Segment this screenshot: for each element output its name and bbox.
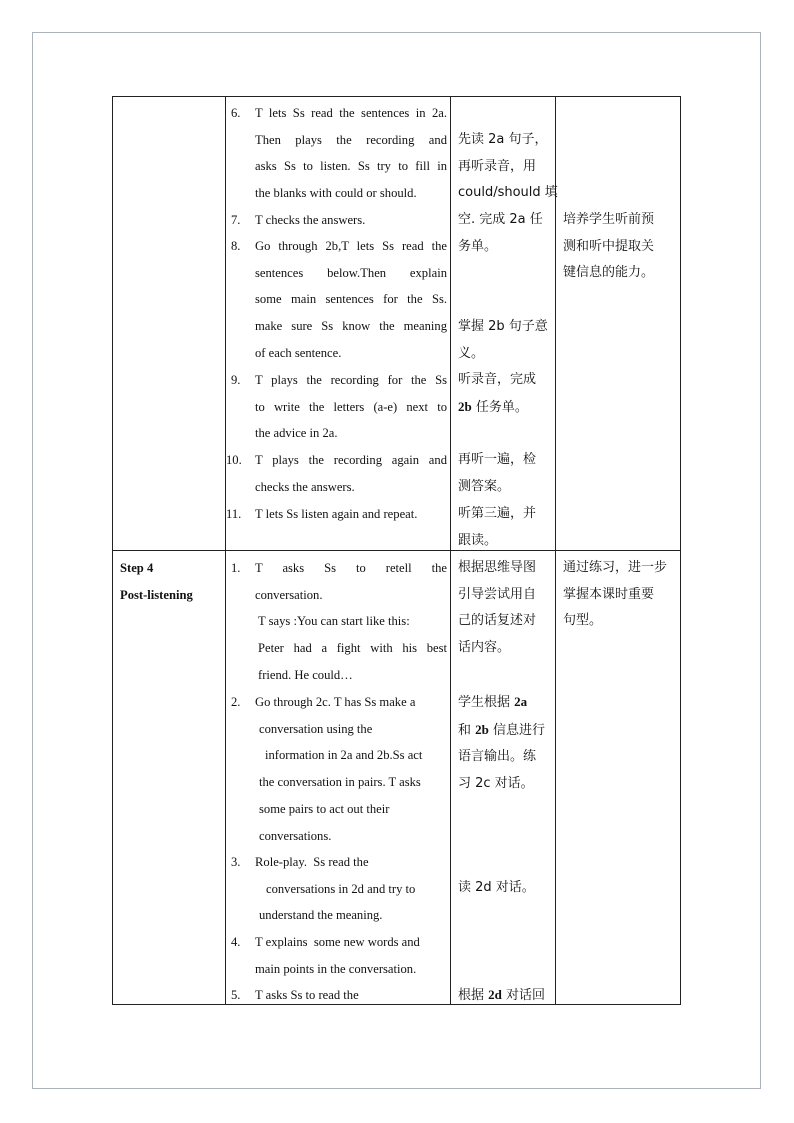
item-number: 7.	[231, 213, 241, 227]
lesson-plan-table: 6. T lets Ss read the sentences in 2a. Then plays the recording and asks Ss to listen. Ss try to fill in the blanks with could or should. 7. T checks the answers. 8. Go through 2b,T lets Ss read the sentences below.Then explain some main sentences for the Ss. make sure Ss know the meaning of each sentence. 9. T plays the recording for the Ss to write the letters (a-e) next to the advice in 2a. 10. T plays the recording again and checks the answers. 11. T lets Ss listen again and repeat. 先读 2a 句子， 再听录音，用 could/should 填 空. 完成 2a 任 务单。 掌握 2b 句子意 义。 听录音，完成 2b 任务单。 再听一遍，检 测答案。 听第三遍，并 跟读。 培养学生听前预 测和听中提取关 键信息的能力。 Step 4 Post-listening 1. T asks Ss to retell the conversation. T says :You can start like this: Peter had a fight with his best friend. He could… 2. Go through 2c. T has Ss make a conversation using the information in 2a and 2b.Ss act the conversation in pairs. T asks some pairs to act out their conversations. 3. Role-play. Ss read the conversations in 2d and try to understand the meaning. 4. T explains some new words and main points in the conversation. 5. T asks Ss to read the 根据思维导图 引导尝试用自 己的话复述对 话内容。 学生根据 2a 和 2b 信息进行 语言输出。练 习 2c 对话。 读 2d 对话。 根据 2d 对话回 通过练习，进一步 掌握本课时重要 句型。	[112, 96, 681, 1005]
student-activity: 先读 2a 句子， 再听录音，用 could/should 填 空. 完成 2a 任 务单。	[458, 132, 558, 254]
item-number: 9.	[231, 373, 241, 387]
step-title: Step 4 Post-listening	[120, 561, 193, 602]
student-activity: 再听一遍，检 测答案。	[458, 452, 537, 494]
item-number: 6.	[231, 106, 241, 120]
design-purpose: 通过练习，进一步 掌握本课时重要 句型。	[563, 560, 668, 629]
student-activity: 学生根据 2a 和 2b 信息进行 语言输出。练 习 2c 对话。	[458, 694, 546, 792]
item-number: 5.	[231, 988, 241, 1002]
student-activity: 读 2d 对话。	[458, 880, 535, 895]
item-number: 1.	[231, 561, 241, 575]
student-activity: 听第三遍，并 跟读。	[458, 506, 537, 548]
item-number: 11.	[226, 507, 242, 521]
student-activity: 根据 2d 对话回	[458, 987, 546, 1003]
row-divider	[113, 550, 680, 551]
student-activity: 听录音，完成 2b 任务单。	[458, 372, 537, 415]
student-activity: 掌握 2b 句子意 义。	[458, 319, 548, 361]
item-number: 8.	[231, 239, 241, 253]
item-number: 2.	[231, 695, 241, 709]
item-number: 3.	[231, 855, 241, 869]
item-number: 4.	[231, 935, 241, 949]
student-activity: 根据思维导图 引导尝试用自 己的话复述对 话内容。	[458, 560, 537, 656]
design-purpose: 培养学生听前预 测和听中提取关 键信息的能力。	[563, 212, 655, 281]
item-number: 10.	[226, 453, 242, 467]
